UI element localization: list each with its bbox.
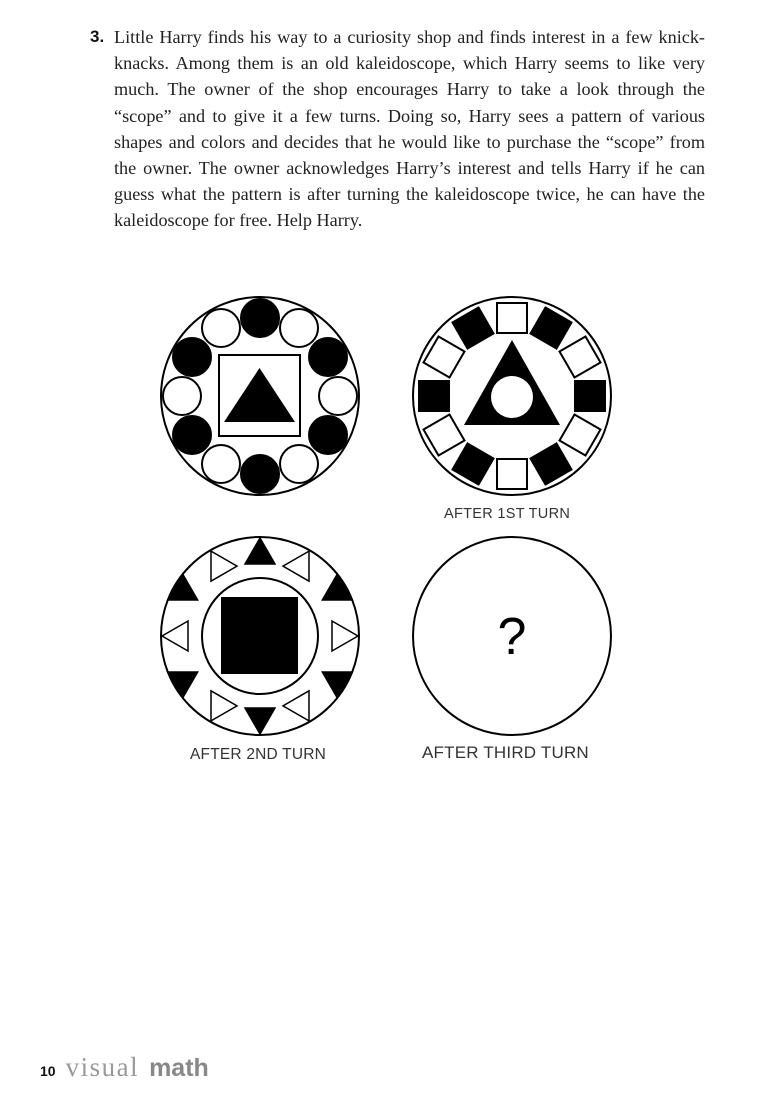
ring-circle — [319, 377, 357, 415]
ring-circle — [202, 309, 240, 347]
ring-triangle — [198, 691, 237, 729]
ring-circle — [173, 416, 211, 454]
ring-circle — [241, 455, 279, 493]
ring-triangle — [198, 544, 237, 582]
problem-number: 3. — [90, 27, 105, 46]
caption-after-first-turn: AFTER 1ST TURN — [444, 506, 571, 522]
ring-square — [497, 459, 527, 489]
ring-square — [575, 381, 605, 411]
center-square — [221, 597, 298, 674]
kaleidoscope-after-first-turn — [410, 294, 614, 498]
ring-square — [497, 303, 527, 333]
center-circle — [491, 376, 533, 418]
ring-circle — [309, 416, 347, 454]
ring-circle — [241, 299, 279, 337]
page-number: 10 — [40, 1063, 56, 1079]
ring-triangle — [168, 659, 206, 698]
problem-3 — [90, 24, 705, 234]
series-title-math: math — [149, 1054, 209, 1082]
ring-circle — [280, 445, 318, 483]
ring-circle — [309, 338, 347, 376]
problem-text: Little Harry finds his way to a curiosity shop and finds interest in a few knick-knacks. Among them is an old kaleidoscope, which Harry seems to like very much. The owner of the shop encourages Harry to take a look through the “scope” and to give it a few turns. Doing so, Harry sees a pattern of various shapes and colors and decides that he would like to purchase the “scope” from the owner. The owner acknowledges Harry’s interest and tells Harry if he can guess what the pattern is after turning the kaleidoscope twice, he can have the kaleidoscope for free. Help Harry. — [114, 27, 705, 231]
ring-circle — [202, 445, 240, 483]
ring-circle — [163, 377, 201, 415]
question-mark: ? — [497, 608, 527, 666]
ring-triangle — [315, 659, 353, 698]
page-footer — [40, 1052, 209, 1083]
series-title-visual: visual — [65, 1052, 140, 1082]
ring-circle — [280, 309, 318, 347]
ring-triangle — [245, 708, 275, 734]
ring-circle — [173, 338, 211, 376]
caption-after-third-turn: AFTER THIRD TURN — [422, 743, 589, 762]
kaleidoscope-after-third-turn — [410, 534, 614, 738]
ring-triangle — [315, 574, 353, 613]
ring-triangle — [283, 544, 322, 582]
ring-triangle — [162, 621, 188, 651]
ring-triangle — [245, 538, 275, 564]
kaleidoscope-after-second-turn — [158, 534, 362, 738]
ring-square — [419, 381, 449, 411]
ring-triangle — [332, 621, 358, 651]
caption-after-second-turn: AFTER 2ND TURN — [190, 746, 326, 763]
kaleidoscope-initial — [158, 294, 362, 498]
ring-triangle — [168, 574, 206, 613]
ring-triangle — [283, 691, 322, 729]
